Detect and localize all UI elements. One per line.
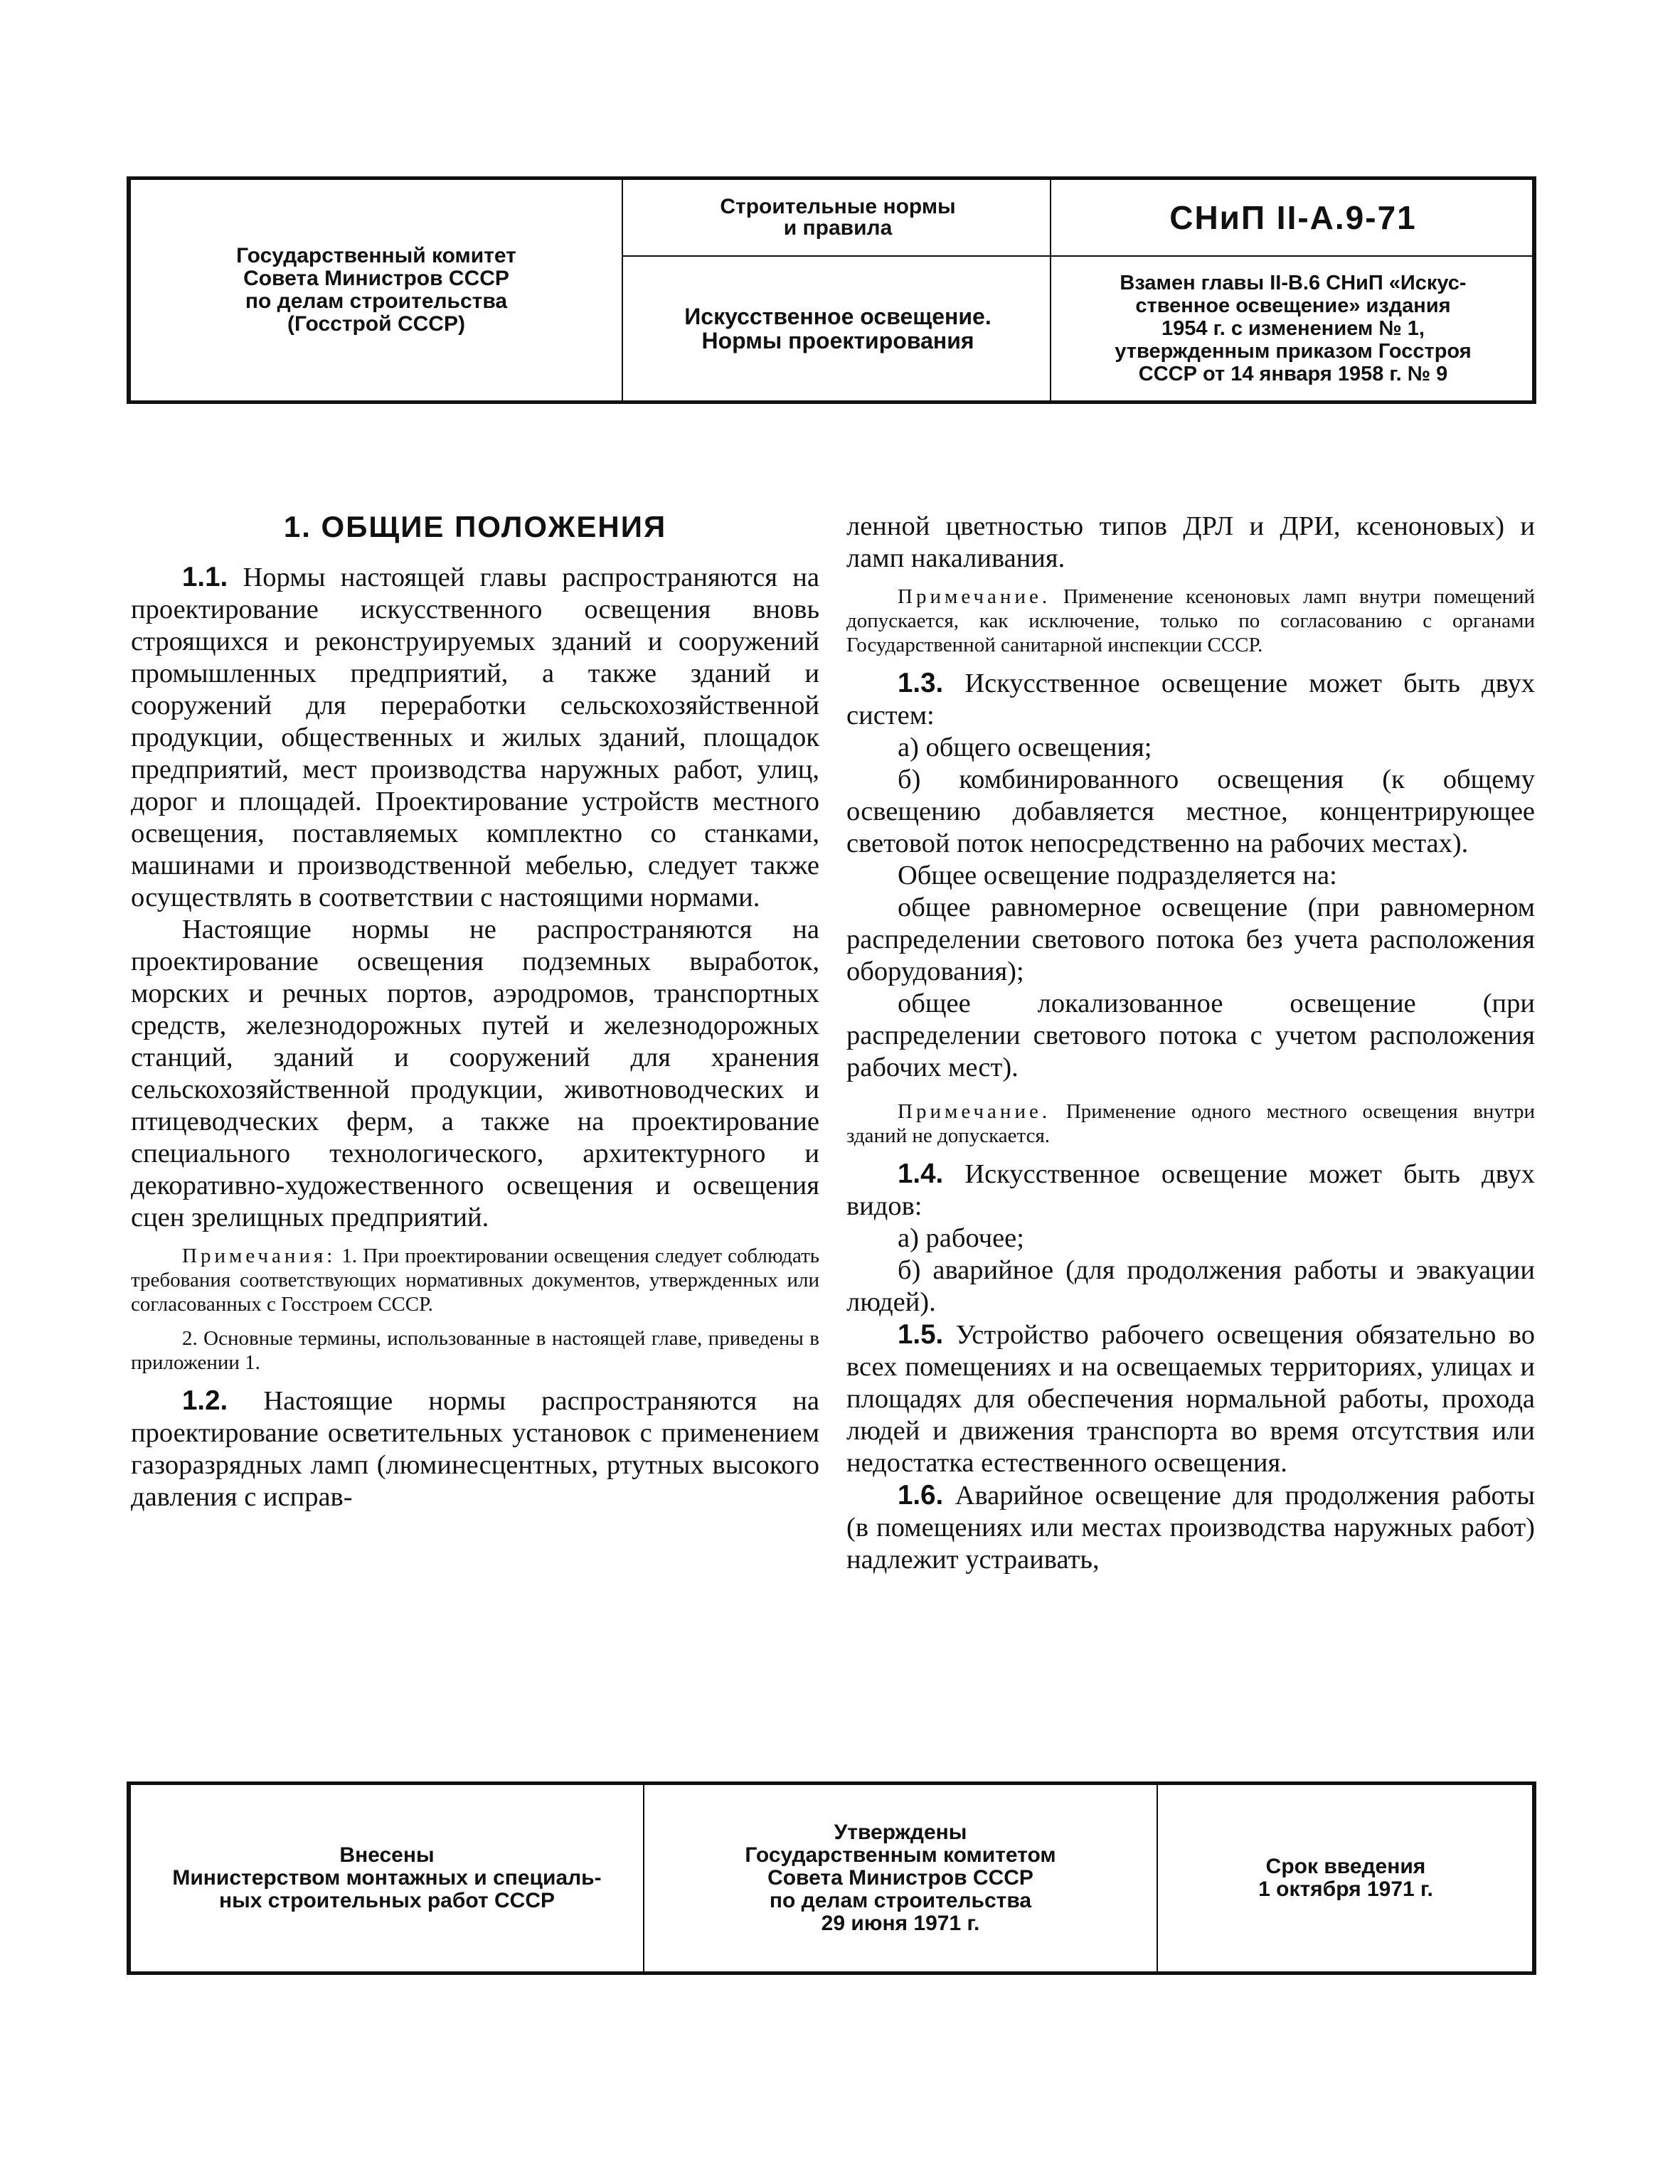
note-text: Применение ксеноновых ламп внутри помещений допускается, как исключение, только по согласованию с органами Государственной санитарной инспекции СССР. [846, 585, 1535, 656]
paragraph-1-3 [846, 667, 1535, 732]
replaces-note: Взамен главы II-В.6 СНиП «Искус- ственное освещение» издания 1954 г. с изменением № 1, утвержденным приказом Госстроя СССР от 14 января 1958 г. № 9 [1115, 272, 1472, 385]
paragraph-1-5 [846, 1319, 1535, 1479]
paragraph-text: Искусственное освещение может быть двух видов: [846, 1159, 1535, 1221]
section-title: 1. ОБЩИЕ ПОЛОЖЕНИЯ [283, 510, 667, 543]
approved-by: Утверждены Государственным комитетом Совета Министров СССР по делам строительства 29 июня 1971 г. [745, 1821, 1056, 1935]
paragraph-1-4 [846, 1158, 1535, 1222]
paragraph-1-1-b: Настоящие нормы не распространяются на проектирование освещения подземных выработок, морских и речных портов, аэродромов, транспортных средств, железнодорожных путей и железнодорожных станций, зданий и сооружений для хранения сельскохозяйственной продукции, животноводческих и птицеводческих ферм, а также на проектирование специального технологического, архитектурного и декоративно-художественного освещения и освещения сцен зрелищных предприятий. [131, 915, 819, 1232]
paragraph-text: Устройство рабочего освещения обязательно во всех помещениях и на освещаемых территориях, улицах и площадях для обеспечения нормальной работы, прохода людей и движения транспорта во время отсутствия или недостатка естественного освещения. [846, 1320, 1535, 1478]
paragraph-text: Аварийное освещение для продолжения работы (в помещениях или местах производства наружных работ) надлежит устраивать, [846, 1481, 1535, 1575]
footer-table [127, 1781, 1536, 1975]
note-label: Примечание. [898, 1100, 1051, 1123]
paragraph-number: 1.3. [898, 668, 944, 698]
introduced-by: Внесены Министерством монтажных и специаль- ных строительных работ СССР [172, 1843, 602, 1912]
paragraph-localized-lighting: общее локализованное освещение (при распределении светового потока с учетом расположения рабочих мест). [846, 989, 1535, 1082]
note-label: Примечание. [898, 585, 1051, 608]
header-divider [622, 180, 623, 400]
list-item-b: б) аварийное (для продолжения работы и эвакуации людей). [846, 1255, 1535, 1317]
note-1: 1. При проектировании освещения следует соблюдать требования соответствующих нормативных документов, утвержденных или согласованных с Госстроем СССР. [131, 1245, 819, 1316]
paragraph-1-2-continued: ленной цветностью типов ДРЛ и ДРИ, ксеноновых) и ламп накаливания. [846, 511, 1535, 573]
paragraph-number: 1.6. [898, 1480, 944, 1511]
right-column [846, 511, 1535, 1576]
notes-block [131, 1244, 819, 1316]
paragraph-1-6 [846, 1479, 1535, 1576]
paragraph-uniform-lighting: общее равномерное освещение (при равномерном распределении светового потока без учета расположения оборудования); [846, 893, 1535, 986]
note-text: Применение одного местного освещения внутри зданий не допускается. [846, 1100, 1535, 1147]
committee-name: Государственный комитет Совета Министров СССР по делам строительства (Госстрой СССР) [236, 244, 516, 336]
header-table [127, 176, 1536, 404]
norms-type: Строительные нормы и правила [720, 195, 956, 240]
note-xenon [846, 585, 1535, 657]
paragraph-number: 1.2. [182, 1385, 228, 1416]
list-item-a: а) общего освещения; [898, 733, 1152, 762]
paragraph-1-1 [131, 561, 819, 914]
document-title: Искусственное освещение. Нормы проектирования [684, 304, 991, 353]
paragraph-text: Нормы настоящей главы распространяются на проектирование искусственного освещения вновь строящихся и реконструируемых зданий и сооружений промышленных предприятий, а также зданий и сооружений для переработки сельскохозяйственной продукции, общественных и жилых зданий, площадок предприятий, мест производства наружных работ, улиц, дорог и площадей. Проектирование устройств местного освещения, поставляемых комплектно со станками, машинами и производственной мебелью, следует также осуществлять в соответствии с настоящими нормами. [131, 563, 819, 912]
notes-label: Примечания: [182, 1245, 336, 1267]
paragraph-1-2 [131, 1385, 819, 1513]
list-item-b: б) комбинированного освещения (к общему освещению добавляется местное, концентрирующее световой поток непосредственно на рабочих местах). [846, 765, 1535, 858]
effective-date: Срок введения 1 октября 1971 г. [1258, 1855, 1433, 1901]
paragraph-text: Искусственное освещение может быть двух систем: [846, 668, 1535, 730]
paragraph-general-lighting: Общее освещение подразделяется на: [898, 861, 1337, 890]
note-2: 2. Основные термины, использованные в настоящей главе, приведены в приложении 1. [131, 1327, 819, 1374]
document-code: СНиП II-А.9-71 [1169, 199, 1417, 236]
paragraph-number: 1.5. [898, 1319, 944, 1350]
paragraph-number: 1.1. [182, 562, 228, 592]
list-item-a: а) рабочее; [898, 1223, 1024, 1253]
note-local-lighting [846, 1099, 1535, 1148]
paragraph-text: Настоящие нормы распространяются на проектирование осветительных установок с применением газоразрядных ламп (люминесцентных, ртутных высокого давления с исправ- [131, 1386, 819, 1512]
paragraph-number: 1.4. [898, 1158, 944, 1189]
left-column [131, 511, 819, 1513]
